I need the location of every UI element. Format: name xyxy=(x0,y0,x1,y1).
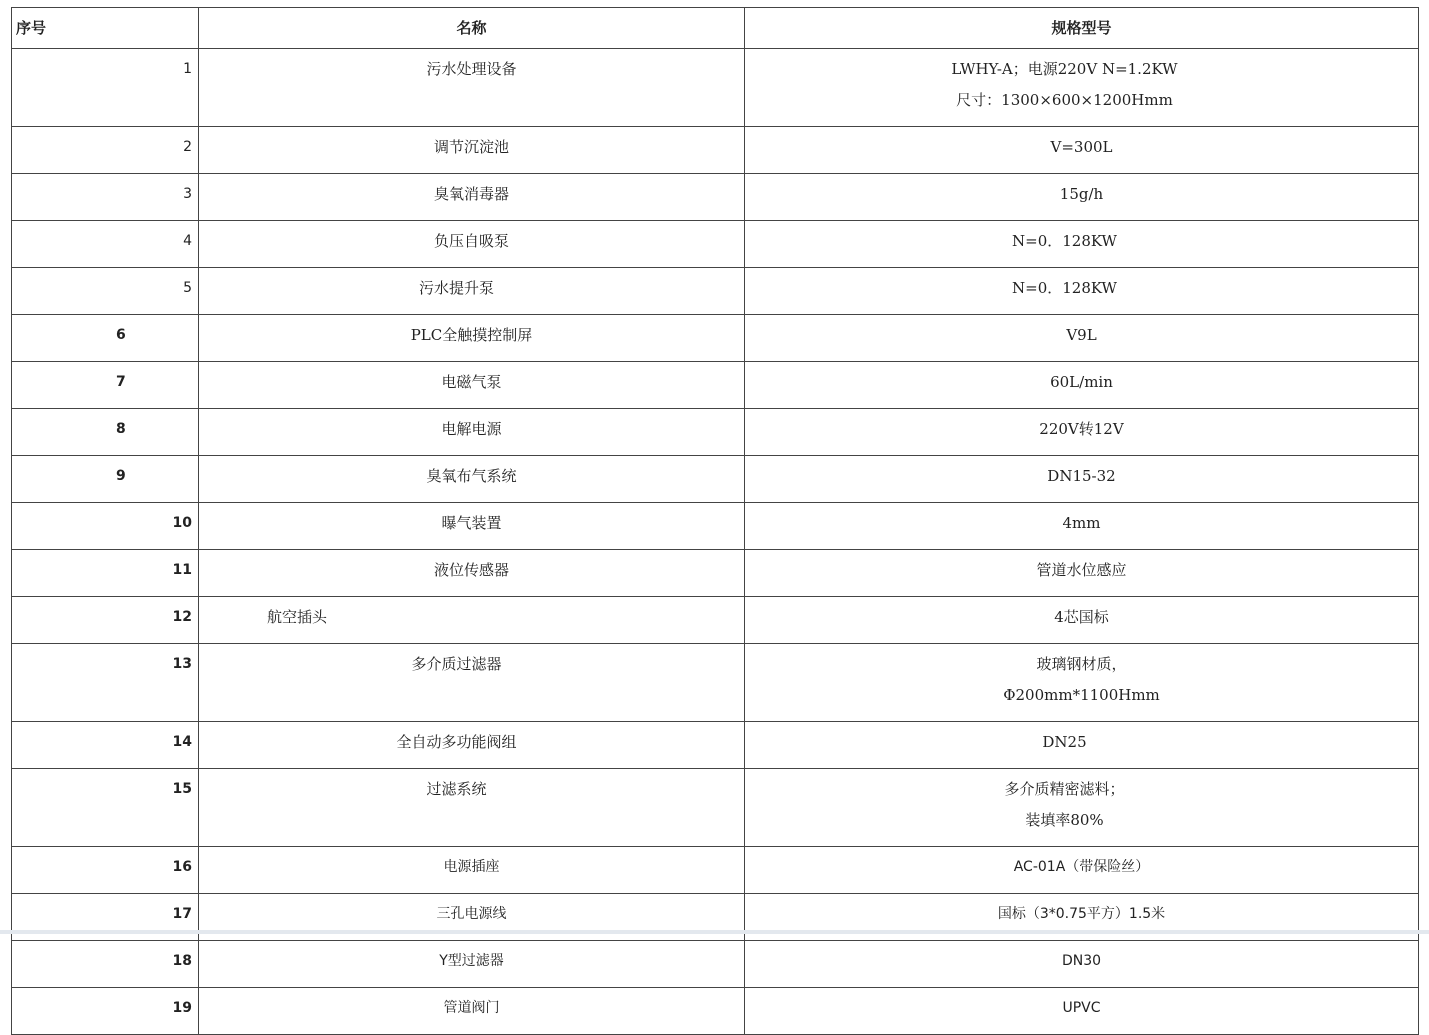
row-seq: 2 xyxy=(12,127,199,174)
row-name: 调节沉淀池 xyxy=(199,127,745,174)
spec-line: 装填率80% xyxy=(1025,811,1104,829)
table-row xyxy=(12,409,1419,456)
row-name: 曝气装置 xyxy=(199,503,745,550)
row-seq: 15 xyxy=(12,769,199,847)
row-name: PLC全触摸控制屏 xyxy=(199,315,745,362)
row-seq: 13 xyxy=(12,644,199,722)
row-seq: 19 xyxy=(12,988,199,1035)
row-name: 过滤系统 xyxy=(199,769,745,847)
horizontal-scrollbar-track[interactable] xyxy=(0,930,1429,934)
row-seq: 6 xyxy=(12,315,199,362)
row-spec xyxy=(745,49,1419,127)
row-spec: 4mm xyxy=(745,503,1419,550)
row-spec: DN25 xyxy=(745,722,1419,769)
row-spec: 15g/h xyxy=(745,174,1419,221)
row-spec: UPVC xyxy=(745,988,1419,1035)
row-seq: 9 xyxy=(12,456,199,503)
spec-line: 尺寸：1300×600×1200Hmm xyxy=(956,91,1173,109)
row-seq: 11 xyxy=(12,550,199,597)
row-spec: V9L xyxy=(745,315,1419,362)
table-row xyxy=(12,550,1419,597)
table-header-row xyxy=(12,8,1419,49)
spec-line: 多介质精密滤料； xyxy=(1004,780,1125,798)
row-seq: 3 xyxy=(12,174,199,221)
row-spec xyxy=(745,769,1419,847)
table-row xyxy=(12,644,1419,722)
row-seq: 10 xyxy=(12,503,199,550)
row-seq: 17 xyxy=(12,894,199,941)
row-spec: 220V转12V xyxy=(745,409,1419,456)
row-name: 航空插头 xyxy=(199,597,745,644)
row-name: 多介质过滤器 xyxy=(199,644,745,722)
equipment-spec-table xyxy=(11,7,1419,1035)
row-name: 污水处理设备 xyxy=(199,49,745,127)
row-seq: 8 xyxy=(12,409,199,456)
row-seq: 7 xyxy=(12,362,199,409)
row-seq: 18 xyxy=(12,941,199,988)
row-spec: 60L/min xyxy=(745,362,1419,409)
table-row xyxy=(12,315,1419,362)
row-name: 污水提升泵 xyxy=(199,268,745,315)
table-row xyxy=(12,503,1419,550)
row-spec: N=0．128KW xyxy=(745,268,1419,315)
table-row xyxy=(12,456,1419,503)
row-spec xyxy=(745,644,1419,722)
row-spec: N=0．128KW xyxy=(745,221,1419,268)
row-seq: 12 xyxy=(12,597,199,644)
row-name: 电磁气泵 xyxy=(199,362,745,409)
row-name: 臭氧消毒器 xyxy=(199,174,745,221)
row-name: 三孔电源线 xyxy=(199,894,745,941)
row-name: 负压自吸泵 xyxy=(199,221,745,268)
row-spec: 管道水位感应 xyxy=(745,550,1419,597)
table-row xyxy=(12,362,1419,409)
row-name: 管道阀门 xyxy=(199,988,745,1035)
spec-line: 玻璃钢材质， xyxy=(1036,655,1127,673)
table-row xyxy=(12,127,1419,174)
table-row xyxy=(12,49,1419,127)
spec-table-container xyxy=(11,7,1418,1035)
row-name: Y型过滤器 xyxy=(199,941,745,988)
table-row xyxy=(12,268,1419,315)
row-spec: DN15-32 xyxy=(745,456,1419,503)
row-name: 电解电源 xyxy=(199,409,745,456)
row-spec: 4芯国标 xyxy=(745,597,1419,644)
row-name: 全自动多功能阀组 xyxy=(199,722,745,769)
table-row xyxy=(12,221,1419,268)
row-spec: V=300L xyxy=(745,127,1419,174)
row-seq: 14 xyxy=(12,722,199,769)
row-seq: 5 xyxy=(12,268,199,315)
row-spec: 国标（3*0.75平方）1.5米 xyxy=(745,894,1419,941)
header-seq: 序号 xyxy=(12,8,199,49)
header-name: 名称 xyxy=(199,8,745,49)
spec-line: Φ200mm*1100Hmm xyxy=(1003,686,1160,704)
table-row xyxy=(12,722,1419,769)
row-seq: 1 xyxy=(12,49,199,127)
spec-line: LWHY-A；电源220V N=1.2KW xyxy=(951,60,1178,78)
table-row xyxy=(12,769,1419,847)
table-row xyxy=(12,941,1419,988)
header-spec: 规格型号 xyxy=(745,8,1419,49)
row-seq: 4 xyxy=(12,221,199,268)
row-name: 臭氧布气系统 xyxy=(199,456,745,503)
row-spec: DN30 xyxy=(745,941,1419,988)
row-name: 电源插座 xyxy=(199,847,745,894)
row-spec: AC-01A（带保险丝） xyxy=(745,847,1419,894)
table-row xyxy=(12,988,1419,1035)
table-row xyxy=(12,847,1419,894)
row-name: 液位传感器 xyxy=(199,550,745,597)
table-row xyxy=(12,597,1419,644)
table-row xyxy=(12,174,1419,221)
row-seq: 16 xyxy=(12,847,199,894)
